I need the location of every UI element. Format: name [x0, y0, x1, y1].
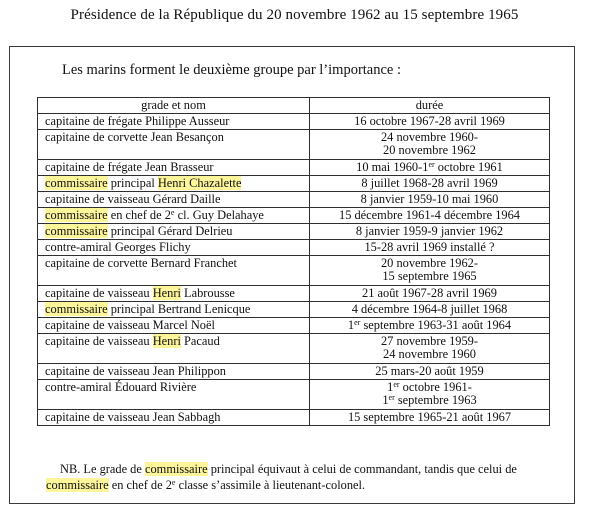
table-row — [38, 256, 550, 286]
superscript: er — [388, 393, 395, 402]
text-fragment: 21 août 1967-28 avril 1969 — [362, 286, 497, 300]
duration-line — [314, 287, 545, 300]
duration-cell — [310, 380, 550, 410]
table-row — [38, 364, 550, 380]
text-fragment: 8 janvier 1959-9 janvier 1962 — [355, 224, 504, 238]
table-row — [38, 176, 550, 192]
table-row — [38, 224, 550, 240]
duration-line — [314, 411, 545, 424]
text-fragment: capitaine de corvette Jean Besançon — [45, 130, 224, 144]
rank-name-cell — [38, 208, 310, 224]
superscript: er — [354, 318, 361, 327]
text-fragment: principal Gérard Delrieu — [107, 224, 233, 238]
duration-cell — [310, 256, 550, 286]
text-fragment: septembre 1963 — [394, 393, 477, 407]
duration-line — [314, 144, 545, 157]
table-row — [38, 192, 550, 208]
duration-line — [314, 193, 545, 206]
duration-cell — [310, 240, 550, 256]
duration-cell — [310, 364, 550, 380]
column-header-duration: durée — [310, 98, 550, 114]
text-fragment: capitaine de vaisseau Marcel Noël — [45, 318, 215, 332]
text-fragment: en chef de 2 — [107, 208, 171, 222]
text-fragment: 20 novembre 1962 — [383, 143, 476, 157]
highlighted-text: commissaire — [45, 302, 108, 316]
text-fragment: 27 novembre 1959- — [380, 334, 479, 348]
duration-cell — [310, 130, 550, 160]
superscript: e — [171, 477, 176, 487]
duration-line — [314, 394, 545, 407]
text-fragment: capitaine de vaisseau Jean Sabbagh — [45, 410, 221, 424]
text-fragment: 25 mars-20 août 1959 — [375, 364, 484, 378]
duration-line — [314, 303, 545, 316]
text-fragment: capitaine de vaisseau — [45, 334, 153, 348]
text-fragment: 4 décembre 1964-8 juillet 1968 — [351, 302, 508, 316]
duration-line — [314, 225, 545, 238]
sailors-table — [37, 97, 550, 426]
text-fragment: capitaine de vaisseau — [45, 286, 153, 300]
rank-name-cell — [38, 224, 310, 240]
text-fragment: principal Bertrand Lenicque — [107, 302, 251, 316]
rank-name-cell — [38, 192, 310, 208]
rank-name-cell — [38, 334, 310, 364]
highlighted-text: commissaire — [144, 462, 208, 476]
highlighted-text: Henri Chazalette — [157, 176, 242, 190]
column-header-rank-name: grade et nom — [38, 98, 310, 114]
rank-name-cell — [38, 240, 310, 256]
duration-cell — [310, 160, 550, 176]
text-fragment: 15 septembre 1965 — [382, 269, 477, 283]
highlighted-text: commissaire — [45, 224, 108, 238]
table-header-row — [38, 98, 550, 114]
highlighted-text: commissaire — [45, 176, 108, 190]
rank-name-cell — [38, 130, 310, 160]
rank-name-cell — [38, 318, 310, 334]
text-fragment: capitaine de frégate Philippe Ausseur — [45, 114, 230, 128]
text-fragment: 20 novembre 1962- — [380, 256, 479, 270]
text-fragment: 8 juillet 1968-28 avril 1969 — [361, 176, 498, 190]
superscript: er — [428, 160, 435, 169]
duration-cell — [310, 318, 550, 334]
text-fragment: principal équivaut à celui de commandant, tandis que celui de — [207, 462, 517, 476]
text-fragment: 15 décembre 1961-4 décembre 1964 — [339, 208, 520, 222]
highlighted-text: Henri — [152, 334, 181, 348]
text-fragment: NB. Le grade de — [60, 462, 145, 476]
text-fragment: 1 — [382, 393, 389, 407]
rank-name-cell — [38, 286, 310, 302]
rank-name-cell — [38, 380, 310, 410]
text-fragment: septembre 1963-31 août 1964 — [360, 318, 512, 332]
table-row — [38, 130, 550, 160]
table-row — [38, 302, 550, 318]
page-title: Présidence de la République du 20 novembre 1962 au 15 septembre 1965 — [70, 7, 519, 23]
duration-cell — [310, 334, 550, 364]
text-fragment: capitaine de vaisseau Gérard Daille — [45, 192, 221, 206]
footnote — [46, 462, 550, 493]
text-fragment: 24 novembre 1960 — [383, 347, 476, 361]
duration-line — [314, 161, 545, 174]
duration-cell — [310, 192, 550, 208]
duration-cell — [310, 286, 550, 302]
intro-text: Les marins forment le deuxième groupe par l’importance : — [62, 62, 402, 78]
text-fragment: octobre 1961- — [399, 380, 472, 394]
highlighted-text: commissaire — [45, 208, 108, 222]
table-row — [38, 114, 550, 130]
highlighted-text: commissaire — [46, 477, 109, 492]
table-body — [38, 114, 550, 426]
text-fragment: 1 — [387, 380, 394, 394]
text-fragment: capitaine de vaisseau Jean Philippon — [45, 364, 226, 378]
table-row — [38, 334, 550, 364]
rank-name-cell — [38, 302, 310, 318]
table-row — [38, 160, 550, 176]
duration-line — [314, 241, 545, 254]
duration-cell — [310, 224, 550, 240]
text-fragment: Pacaud — [180, 334, 220, 348]
highlighted-text: Henri — [152, 286, 181, 300]
text-fragment: 10 mai 1960-1 — [356, 160, 429, 174]
text-fragment: 16 octobre 1967-28 avril 1969 — [354, 114, 505, 128]
text-fragment: 8 janvier 1959-10 mai 1960 — [360, 192, 499, 206]
table-row — [38, 208, 550, 224]
table-row — [38, 410, 550, 426]
table-row — [38, 318, 550, 334]
rank-name-cell — [38, 410, 310, 426]
duration-line — [314, 319, 545, 332]
text-fragment: classe s’assimile à lieutenant-colonel. — [175, 477, 366, 492]
rank-name-cell — [38, 256, 310, 286]
duration-cell — [310, 208, 550, 224]
duration-line — [314, 365, 545, 378]
text-fragment: en chef de 2 — [108, 477, 172, 492]
duration-cell — [310, 302, 550, 318]
rank-name-cell — [38, 364, 310, 380]
text-fragment: contre-amiral Georges Flichy — [45, 240, 191, 254]
text-fragment: 24 novembre 1960- — [380, 130, 479, 144]
text-fragment: cl. Guy Delahaye — [174, 208, 264, 222]
duration-line — [314, 177, 545, 190]
duration-cell — [310, 410, 550, 426]
rank-name-cell — [38, 160, 310, 176]
text-fragment: Labrousse — [180, 286, 235, 300]
duration-line — [314, 209, 545, 222]
rank-name-cell — [38, 176, 310, 192]
table-row — [38, 380, 550, 410]
rank-name-cell — [38, 114, 310, 130]
text-fragment: capitaine de frégate Jean Brasseur — [45, 160, 214, 174]
duration-line — [314, 115, 545, 128]
superscript: e — [170, 208, 175, 217]
duration-line — [314, 348, 545, 361]
text-fragment: contre-amiral Édouard Rivière — [45, 380, 197, 394]
text-fragment: 15 septembre 1965-21 août 1967 — [347, 410, 512, 424]
text-fragment: octobre 1961 — [434, 160, 503, 174]
duration-cell — [310, 114, 550, 130]
superscript: er — [393, 380, 400, 389]
text-fragment: capitaine de corvette Bernard Franchet — [45, 256, 237, 270]
duration-cell — [310, 176, 550, 192]
text-fragment: 15-28 avril 1969 installé ? — [364, 240, 495, 254]
duration-line — [314, 270, 545, 283]
text-fragment: 1 — [347, 318, 355, 332]
table-row — [38, 286, 550, 302]
text-fragment: principal — [107, 176, 158, 190]
table-row — [38, 240, 550, 256]
